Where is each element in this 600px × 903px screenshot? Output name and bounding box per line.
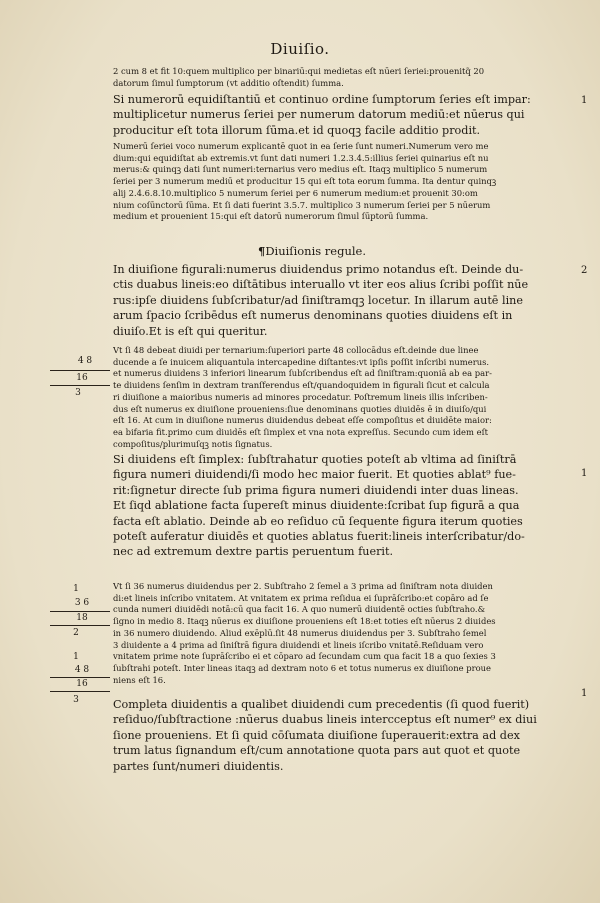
division-rule	[50, 611, 110, 612]
rule-paragraph-3	[113, 452, 583, 560]
carry: 1	[73, 584, 79, 594]
quotient: 16	[76, 679, 88, 689]
quotient: 16	[76, 373, 88, 383]
rule-paragraph-1	[113, 92, 583, 138]
text-line: ſubſtrahi poteſt. Inter lineas itaqꝫ ad dextram noto 6 et totus numerus ex diuiſione proue	[113, 662, 491, 673]
text-line: dium:qui equidiſtat ab extremis.vt ſunt dati numeri 1.2.3.4.5:illius ſeriei quinarius eſt nu	[113, 152, 489, 163]
text-line: facta eſt ablatio. Deinde ab eo reſiduo cū ſequente figura iterum quoties	[113, 514, 523, 528]
text-line: Completa diuidentis a qualibet diuidendi cum precedentis (ſi quod fuerit)	[113, 698, 530, 711]
text-line: Vt ſi 48 debeat diuidi per ternarium:ſuperiori parte 48 collocādus eſt.deinde due linee	[113, 345, 479, 355]
running-header	[0, 40, 600, 58]
text-line: partes ſunt/numeri diuidentis.	[113, 759, 284, 773]
margin-mark: 1	[581, 468, 588, 479]
top-paragraph	[113, 66, 583, 89]
text-line: ri diuiſione a maioribus numeris ad minores procedatur. Poſtremum lineis illis inſcriben-	[113, 391, 488, 402]
margin-mark: 1	[581, 688, 588, 699]
text-line: niens eſt 16.	[113, 674, 166, 685]
text-line: figura numeri diuidendi/ſi modo hec maior fuerit. Et quoties ablat⁹ fue-	[113, 468, 516, 482]
text-line: reſiduo/ſubſtractione :nūerus duabus lineis intercceptus eſt numer⁹ ex diui	[113, 713, 537, 727]
division-rule	[50, 677, 110, 678]
text-line: di:et lineis inſcribo vnitatem. At vnitatem ex prima reſidua ei ſuprāſcribo:et copāro ad ſe	[113, 592, 489, 603]
example-paragraph-2	[113, 345, 583, 450]
dividend: 4 8	[74, 665, 90, 675]
text-line: et numerus diuidens 3 inferiori linearum ſubſcribendus eſt ad ſiniſtram:quoniā ab ea par-	[113, 368, 492, 379]
text-line: Vt ſi 36 numerus diuidendus per 2. Subſtraho 2 ſemel a 3 prima ad ſiniſtram nota diuiden	[113, 581, 493, 591]
text-line: alij 2.4.6.8.10.multiplico 5 numerum ſeriei per 6 numerum medium:et prouenit 30:om	[113, 187, 478, 198]
text-line: te diuidens ſenſim in dextram tranſferendus eſt/quandoquidem in figurali ſicut et calcula	[113, 380, 490, 391]
text-line: compoſitus/plurimuſqꝫ notis ſignatus.	[113, 438, 273, 449]
dividend: 3 6	[74, 598, 90, 608]
quotient: 18	[76, 613, 88, 623]
text-line: trum latus ſignandum eſt/cum annotatione quota pars aut quot et quote	[113, 744, 521, 758]
text-line: nium coſūnctorū ſūma. Et ſi dati fuerint 3.5.7. multiplico 3 numerum ſeriei per 5 nūerum	[113, 199, 491, 210]
text-line: cunda numeri diuidēdi notā:cū qua facit 16. A quo numerū diuidentē octies ſubſtraho.&	[113, 604, 486, 615]
rule-paragraph-2	[113, 262, 583, 339]
rule-paragraph-4	[113, 697, 583, 774]
text-line: merus:& quinqꝫ dati ſunt numeri:ternarius vero medius eſt. Itaqꝫ multiplico 5 numerum	[113, 164, 488, 175]
margin-mark: 2	[581, 265, 588, 276]
text-line: ſione proueniens. Et ſi quid cōſumata diuiſione ſuperauerit:extra ad dex	[113, 728, 520, 742]
text-line: in 36 numero diuidendo. Aliud exēplū.ſit 48 numerus diuidendus per 3. Subſtraho ſemel	[113, 627, 487, 638]
text-line: 2 cum 8 et fit 10:quem multiplico per binariū:qui medietas eſt nūeri ſeriei:prouenitq̃ 20	[113, 66, 485, 76]
section-heading-text: Diuiſionis regule.	[265, 244, 367, 258]
text-line: producitur eſt tota illorum ſūma.et id quoqꝫ facile additio prodit.	[113, 123, 481, 137]
division-rule	[50, 370, 110, 371]
text-line: nec ad extremum dextre partis peruentum fuerit.	[113, 545, 394, 559]
example-paragraph-1	[113, 141, 583, 223]
text-line: dus eſt numerus ex diuiſione proueniens:ſiue denominans quoties diuidēs ē in diuiſo/qui	[113, 403, 487, 414]
text-line: Et ſiqd ablatione facta ſupereſt minus diuidente:ſcribat ſup figurā a qua	[113, 499, 520, 513]
divisor: 2	[73, 628, 79, 638]
text-line: ea bifaria fit.primo cum diuidēs eſt ſimplex et vna nota expreſſus. Secundo cum idem eſt	[113, 426, 489, 437]
margin-mark: 1	[581, 95, 588, 106]
section-heading	[258, 244, 458, 259]
paragraph-mark-icon: ¶	[258, 244, 266, 258]
text-line: ſeriei per 3 numerum mediū et producitur 15 qui eſt tota eorum ſumma. Ita dentur quinqꝫ	[113, 176, 497, 187]
division-rule	[50, 691, 110, 692]
text-line: datorum ſimul ſumptorum (vt additio oſtendit) ſumma.	[113, 77, 344, 88]
text-line: medium et prouenient 15:qui eſt datorū numerorum ſimul ſūptorū ſumma.	[113, 211, 429, 222]
text-line: ducende a ſe inuicem aliquantula intercapedine diſtantes:vt ipſis poſſit inſcribi numerus.	[113, 356, 490, 367]
text-line: Numerū ſeriei voco numerum explicantē quot in ea ſerie ſunt numeri.Numerum vero me	[113, 141, 489, 151]
text-line: arum ſpacio ſcribēdus eſt numerus denominans quoties diuidens eſt in	[113, 309, 513, 323]
text-line: rus:ipſe diuidens ſubſcribatur/ad ſiniſtramqꝫ locetur. In illarum autē line	[113, 293, 523, 307]
text-line: Si numerorū equidiſtantiū et continuo ordine ſumptorum ſeries eſt impar:	[113, 93, 531, 106]
text-line: poteſt auferatur diuidēs et quoties ablatus fuerit:lineis interſcribatur/do-	[113, 530, 525, 544]
text-line: Si diuidens eſt ſimplex: ſubſtrahatur quoties poteſt ab vltima ad ſiniſtrā	[113, 453, 517, 466]
text-line: multiplicetur numerus ſeriei per numerum datorum mediū:et nūerus qui	[113, 108, 525, 122]
divisor: 3	[75, 388, 81, 398]
division-rule	[50, 385, 110, 386]
division-rule	[50, 625, 110, 626]
text-line: ctis duabus lineis:eo diſtātibus interuallo vt iter eos alius ſcribi poſſit nūe	[113, 278, 529, 292]
divisor: 3	[73, 695, 79, 705]
text-line: ſigno in medio 8. Itaqꝫ nūerus ex diuiſione proueniens eſt 18:et toties eſt nūerus 2 diuides	[113, 616, 496, 627]
text-line: In diuiſione figurali:numerus diuidendus primo notandus eſt. Deinde du-	[113, 263, 524, 276]
header-title: Diuiſio.	[270, 40, 330, 58]
text-line: eſt 16. At cum in diuiſione numerus diuidendus debeat eſſe compoſitus et diuidēte maior:	[113, 415, 492, 426]
example-paragraph-3	[113, 581, 583, 686]
dividend: 4 8	[77, 356, 93, 366]
text-line: vnitatem prime note ſuprāſcribo ei et cōparo ad ſecundam cum qua facit 18 a quo ſexies 3	[113, 651, 496, 662]
text-line: diuiſo.Et is eſt qui queritur.	[113, 324, 268, 338]
text-line: 3 diuidente a 4 prima ad ſiniſtrā figura diuidendi et lineis iſcribo vnitatē.Reſiduam vero	[113, 639, 484, 650]
carry: 1	[73, 652, 79, 662]
text-line: rit:ſignetur directe ſub prima figura numeri diuidendi inter duas lineas.	[113, 483, 519, 497]
